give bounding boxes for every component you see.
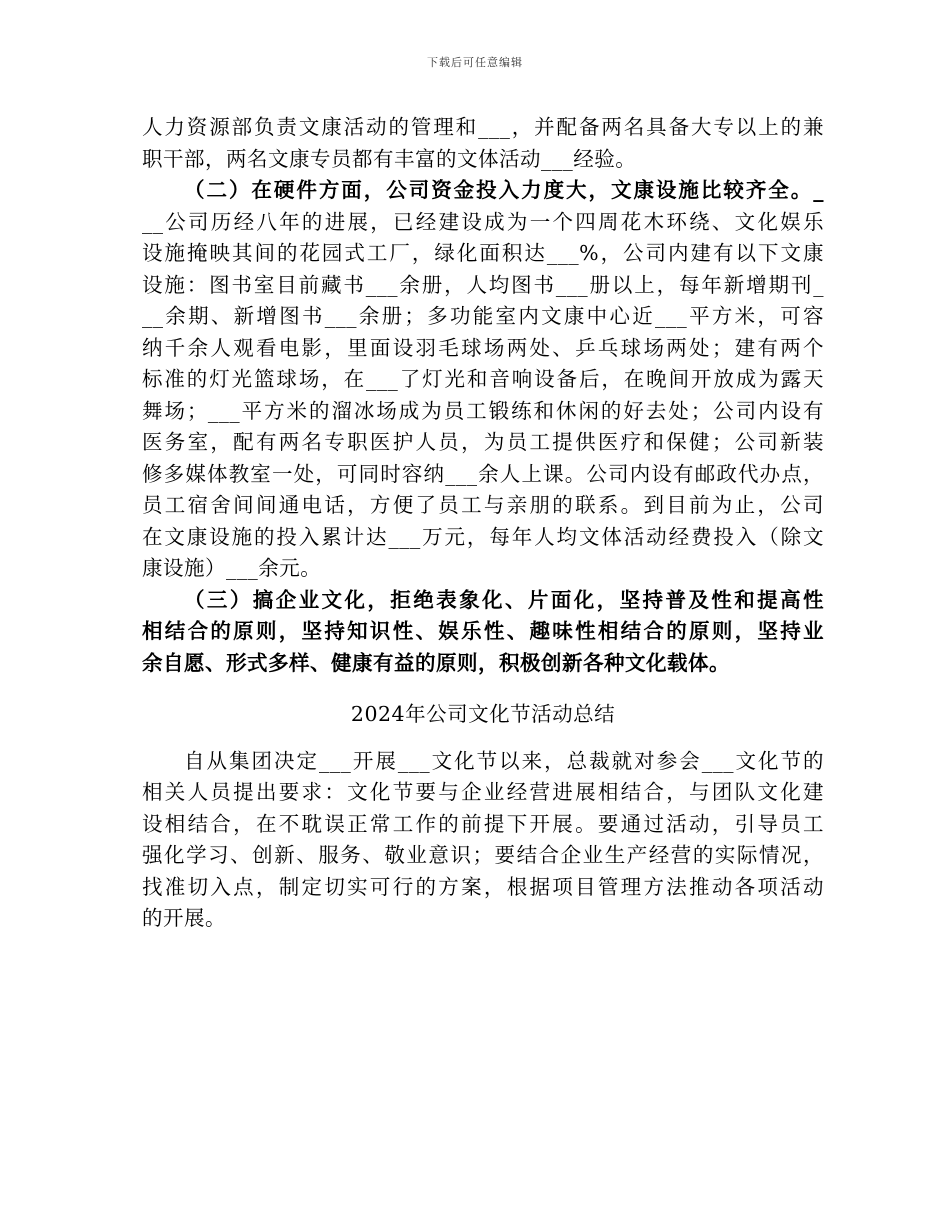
text-line: 设施掩映其间的花园式工厂，绿化面积达___%，公司内建有以下文康: [142, 241, 824, 265]
section-heading: （二）在硬件方面，公司资金投入力度大，文康设施比较齐全。_: [184, 178, 824, 202]
text-line: 标准的灯光篮球场，在___了灯光和音响设备后，在晚间开放成为露天: [142, 367, 824, 391]
text-line: 员工宿舍间间通电话，方便了员工与亲朋的联系。到目前为止，公司: [142, 493, 824, 517]
text-line: 职干部，两名文康专员都有丰富的文体活动___经验。: [142, 146, 637, 171]
text-line: 纳千余人观看电影，里面设羽毛球场两处、乒乓球场两处；建有两个: [142, 335, 824, 360]
paragraph-article-intro: [142, 746, 824, 935]
text-line: 康设施）___余元。: [142, 556, 322, 580]
text-line: 医务室，配有两名专职医护人员，为员工提供医疗和保健；公司新装: [142, 430, 824, 454]
paragraph-staffing: [142, 112, 824, 175]
text-line: __公司历经八年的进展，已经建设成为一个四周花木环绕、文化娱乐: [142, 209, 824, 234]
text-line: 的开展。: [142, 906, 226, 930]
text-line: __余期、新增图书___余册；多功能室内文康中心近___平方米，可容: [142, 304, 824, 328]
text-line: 相结合的原则，坚持知识性、娱乐性、趣味性相结合的原则，坚持业: [142, 619, 824, 643]
paragraph-hardware: [142, 175, 824, 585]
article-title: 2024年公司文化节活动总结: [350, 702, 616, 726]
page-header: 下载后可任意编辑: [427, 56, 523, 69]
text-line: 余自愿、形式多样、健康有益的原则，积极创新各种文化载体。: [142, 650, 730, 675]
text-line: 舞场；___平方米的溜冰场成为员工锻练和休闲的好去处；公司内设有: [142, 398, 824, 423]
text-line: 自从集团决定___开展___文化节以来，总裁就对参会___文化节的: [184, 748, 824, 773]
section-heading: （三）搞企业文化，拒绝表象化、片面化，坚持普及性和提高性: [184, 587, 824, 612]
text-line: 设施：图书室目前藏书___余册，人均图书___册以上，每年新增期刊_: [142, 272, 824, 297]
text-line: 在文康设施的投入累计达___万元，每年人均文体活动经费投入（除文: [142, 524, 824, 549]
text-line: 相关人员提出要求：文化节要与企业经营进展相结合，与团队文化建: [142, 780, 824, 804]
text-line: 找准切入点，制定切实可行的方案，根据项目管理方法推动各项活动: [142, 874, 824, 899]
paragraph-culture-principles: [142, 585, 824, 680]
text-line: 修多媒体教室一处，可同时容纳___余人上课。公司内设有邮政代办点，: [142, 461, 824, 486]
text-line: 设相结合，在不耽误正常工作的前提下开展。要通过活动，引导员工: [142, 811, 824, 836]
document-body: [142, 112, 824, 935]
text-line: 人力资源部负责文康活动的管理和___，并配备两名具备大专以上的兼: [142, 115, 824, 139]
text-line: 强化学习、创新、服务、敬业意识；要结合企业生产经营的实际情况，: [142, 843, 824, 867]
